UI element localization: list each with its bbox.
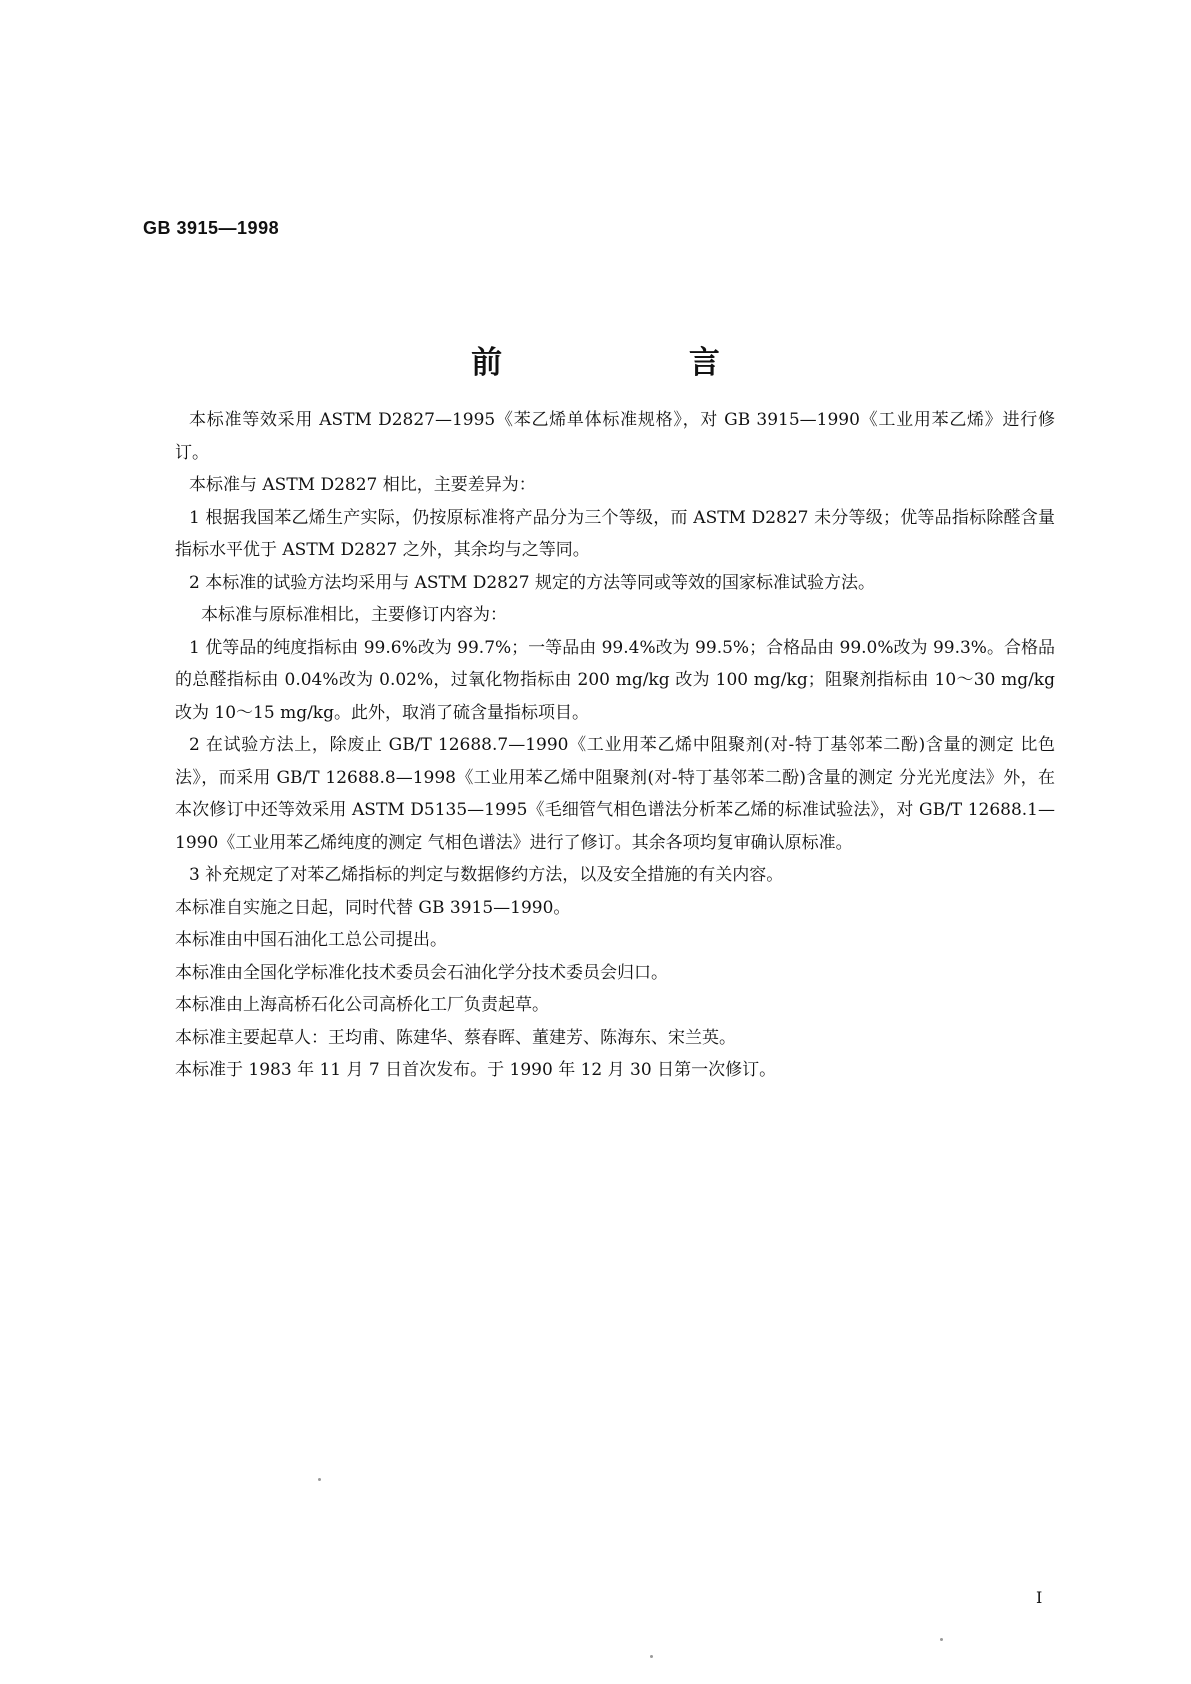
- paragraph: 本标准由全国化学标准化技术委员会石油化学分技术委员会归口。: [175, 962, 668, 983]
- paragraph: 3 补充规定了对苯乙烯指标的判定与数据修约方法，以及安全措施的有关内容。: [189, 865, 784, 885]
- paragraph: 本标准与 ASTM D2827 相比，主要差异为：: [189, 475, 536, 495]
- paragraph: 本标准主要起草人：王均甫、陈建华、蔡春晖、董建芳、陈海东、宋兰英。: [175, 1027, 736, 1048]
- scan-speck: [940, 1638, 943, 1641]
- paragraph: 1 优等品的纯度指标由 99.6%改为 99.7%；一等品由 99.4%改为 99.5%；合格品由 99.0%改为 99.3%。合格品的总醛指标由 0.04%改为 0.02%，过氧化物指标由 200 mg/kg 改为 100 mg/kg；阻聚剂指标由 10～30 mg/kg 改为 10～15 mg/kg。此外，取消了硫含量指标项目。: [175, 637, 1055, 723]
- paragraph: 1 根据我国苯乙烯生产实际，仍按原标准将产品分为三个等级，而 ASTM D2827 未分等级；优等品指标除醛含量指标水平优于 ASTM D2827 之外，其余均与之等同。: [175, 507, 1055, 560]
- paragraph: 本标准由中国石油化工总公司提出。: [175, 930, 447, 950]
- page-title: 前 言: [471, 345, 808, 381]
- page-number: I: [1036, 1588, 1043, 1607]
- paragraph: 本标准自实施之日起，同时代替 GB 3915—1990。: [175, 897, 571, 918]
- paragraph: 本标准与原标准相比，主要修订内容为：: [201, 605, 507, 625]
- paragraph: 本标准等效采用 ASTM D2827—1995《苯乙烯单体标准规格》，对 GB 3915—1990《工业用苯乙烯》进行修订。: [175, 410, 1055, 463]
- scan-speck: [318, 1478, 321, 1481]
- scan-speck: [650, 1655, 653, 1658]
- paragraph: 2 本标准的试验方法均采用与 ASTM D2827 规定的方法等同或等效的国家标准试验方法。: [189, 572, 875, 593]
- paragraph: 2 在试验方法上，除废止 GB/T 12688.7—1990《工业用苯乙烯中阻聚剂(对-特丁基邻苯二酚)含量的测定 比色法》，而采用 GB/T 12688.8—1998《工业用苯乙烯中阻聚剂(对-特丁基邻苯二酚)含量的测定 分光光度法》外，在本次修订中还等效采用 ASTM D5135—1995《毛细管气相色谱法分析苯乙烯的标准试验法》，对 GB/T 12688.1—1990《工业用苯乙烯纯度的测定 气相色谱法》进行了修订。其余各项均复审确认原标准。: [175, 735, 1055, 853]
- paragraph: 本标准于 1983 年 11 月 7 日首次发布。于 1990 年 12 月 30 日第一次修订。: [175, 1060, 777, 1080]
- standard-code: GB 3915—1998: [143, 218, 280, 238]
- paragraph: 本标准由上海高桥石化公司高桥化工厂负责起草。: [175, 995, 549, 1015]
- foreword-body: [175, 404, 1055, 1087]
